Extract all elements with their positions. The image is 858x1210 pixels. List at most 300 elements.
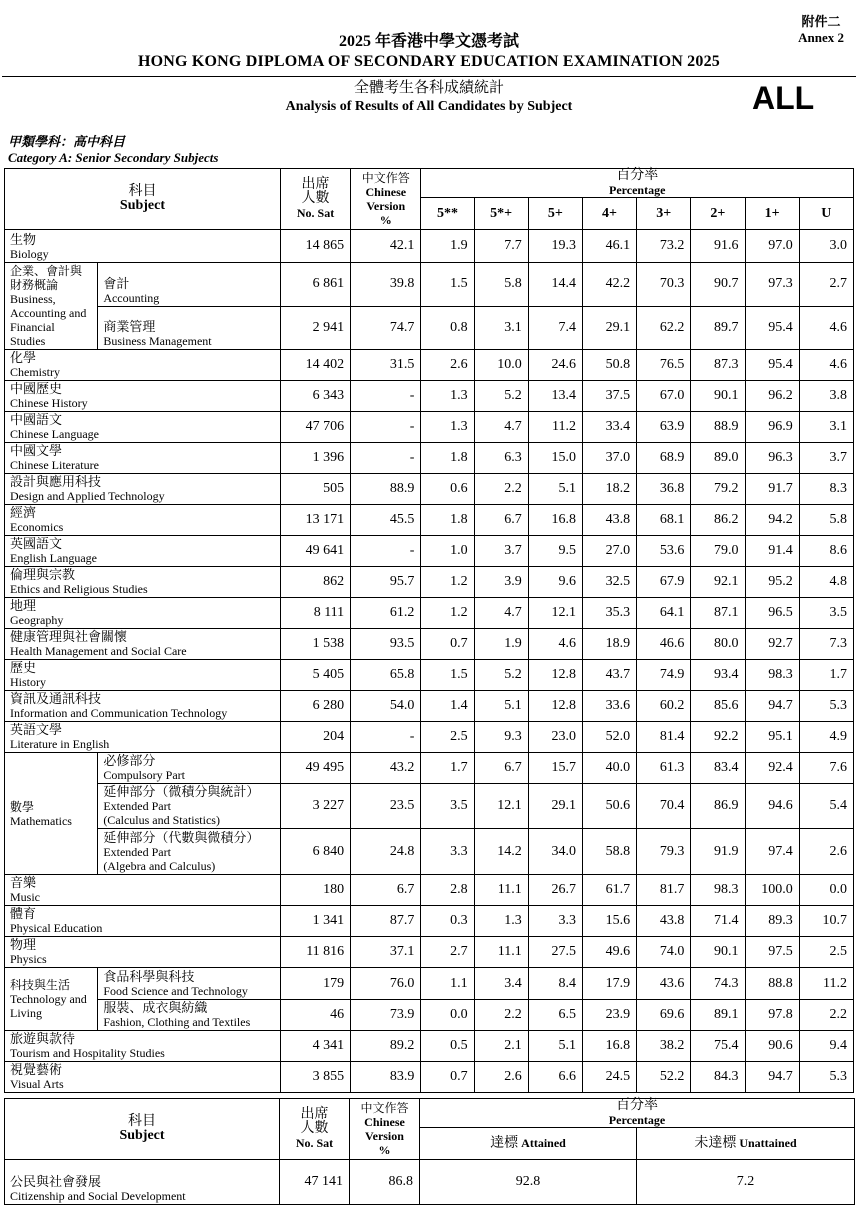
- chinese-version-cell: -: [351, 381, 421, 412]
- percentage-cell: 12.1: [474, 784, 528, 829]
- percentage-cell: 3.1: [474, 306, 528, 350]
- chinese-version-cell: 83.9: [351, 1062, 421, 1093]
- all-badge: ALL: [752, 80, 815, 116]
- subject-cell: 化學 Chemistry: [5, 350, 281, 381]
- percentage-cell: 52.2: [637, 1062, 691, 1093]
- percentage-cell: 9.5: [528, 536, 582, 567]
- percentage-cell: 0.7: [421, 629, 474, 660]
- percentage-cell: 87.3: [691, 350, 745, 381]
- nosat-cell: 1 396: [280, 443, 350, 474]
- percentage-cell: 2.5: [799, 937, 853, 968]
- percentage-cell: 27.5: [528, 937, 582, 968]
- level-header: 5**: [421, 198, 474, 230]
- percentage-cell: 4.6: [799, 306, 853, 350]
- chinese-version-cell: 89.2: [351, 1031, 421, 1062]
- percentage-cell: 23.0: [528, 722, 582, 753]
- table-row: [5, 829, 854, 875]
- nosat-cell: 5 405: [280, 660, 350, 691]
- percentage-cell: 3.0: [799, 230, 853, 263]
- nosat-cell: 47 141: [280, 1160, 350, 1205]
- percentage-cell: 2.2: [474, 1000, 528, 1031]
- level-header: U: [799, 198, 853, 230]
- percentage-cell: 81.7: [637, 875, 691, 906]
- table-row: [5, 937, 854, 968]
- percentage-cell: 79.0: [691, 536, 745, 567]
- percentage-cell: 96.5: [745, 598, 799, 629]
- percentage-cell: 5.3: [799, 691, 853, 722]
- percentage-cell: 4.6: [799, 350, 853, 381]
- subject-cell: 生物 Biology: [5, 230, 281, 263]
- percentage-cell: 94.2: [745, 505, 799, 536]
- percentage-cell: 24.6: [528, 350, 582, 381]
- nosat-cell: 14 865: [280, 230, 350, 263]
- percentage-cell: 69.6: [637, 1000, 691, 1031]
- percentage-cell: 1.0: [421, 536, 474, 567]
- chinese-version-cell: 31.5: [351, 350, 421, 381]
- percentage-cell: 9.6: [528, 567, 582, 598]
- percentage-cell: 14.4: [528, 263, 582, 307]
- percentage-cell: 2.7: [421, 937, 474, 968]
- subject-cell: 視覺藝術 Visual Arts: [5, 1062, 281, 1093]
- annex-en: Annex 2: [798, 30, 844, 45]
- nosat-cell: 6 280: [280, 691, 350, 722]
- percentage-cell: 15.6: [582, 906, 636, 937]
- percentage-cell: 90.6: [745, 1031, 799, 1062]
- table-row: [5, 1160, 855, 1205]
- percentage-cell: 12.8: [528, 660, 582, 691]
- table-row: [5, 443, 854, 474]
- nosat-cell: 3 855: [280, 1062, 350, 1093]
- chinese-version-cell: 61.2: [351, 598, 421, 629]
- percentage-cell: 81.4: [637, 722, 691, 753]
- percentage-cell: 10.0: [474, 350, 528, 381]
- percentage-cell: 87.1: [691, 598, 745, 629]
- title-zh: 2025 年香港中學文憑考試: [338, 33, 519, 50]
- table-row: [5, 536, 854, 567]
- percentage-cell: 3.1: [799, 412, 853, 443]
- nosat-cell: 6 343: [280, 381, 350, 412]
- percentage-cell: 1.5: [421, 660, 474, 691]
- percentage-cell: 6.5: [528, 1000, 582, 1031]
- subject-group-cell: 數學 Mathematics: [5, 753, 98, 875]
- nosat-cell: 46: [280, 1000, 350, 1031]
- level-header: 5+: [528, 198, 582, 230]
- nosat-cell: 6 861: [280, 263, 350, 307]
- table-row: [5, 629, 854, 660]
- percentage-cell: 5.1: [474, 691, 528, 722]
- nosat-cell: 2 941: [280, 306, 350, 350]
- nosat-cell: 8 111: [280, 598, 350, 629]
- nosat-cell: 6 840: [280, 829, 350, 875]
- percentage-cell: 2.1: [474, 1031, 528, 1062]
- chinese-version-cell: 87.7: [351, 906, 421, 937]
- percentage-cell: 0.7: [421, 1062, 474, 1093]
- percentage-cell: 4.8: [799, 567, 853, 598]
- percentage-cell: 97.4: [745, 829, 799, 875]
- title-en: HONG KONG DIPLOMA OF SECONDARY EDUCATION EXAMINATION 2025: [138, 53, 720, 70]
- percentage-cell: 5.3: [799, 1062, 853, 1093]
- level-header: 4+: [582, 198, 636, 230]
- attained-header: 達標 Attained: [420, 1128, 637, 1160]
- percentage-cell: 6.3: [474, 443, 528, 474]
- nosat-cell: 1 538: [280, 629, 350, 660]
- percentage-cell: 1.3: [474, 906, 528, 937]
- percentage-cell: 61.3: [637, 753, 691, 784]
- subtitle-zh: 全體考生各科成績統計: [353, 80, 504, 96]
- percentage-cell: 0.0: [421, 1000, 474, 1031]
- percentage-cell: 12.8: [528, 691, 582, 722]
- percentage-cell: 35.3: [582, 598, 636, 629]
- table-row: [5, 1031, 854, 1062]
- nosat-cell: 505: [280, 474, 350, 505]
- chinese-version-cell: 54.0: [351, 691, 421, 722]
- table-row: [5, 381, 854, 412]
- percentage-cell: 95.4: [745, 306, 799, 350]
- subtitle-en: Analysis of Results of All Candidates by Subject: [285, 99, 573, 114]
- percentage-cell: 23.9: [582, 1000, 636, 1031]
- percentage-cell: 10.7: [799, 906, 853, 937]
- percentage-cell: 3.7: [474, 536, 528, 567]
- percentage-cell: 50.6: [582, 784, 636, 829]
- percentage-cell: 7.3: [799, 629, 853, 660]
- nosat-cell: 11 816: [280, 937, 350, 968]
- percentage-cell: 26.7: [528, 875, 582, 906]
- percentage-cell: 63.9: [637, 412, 691, 443]
- percentage-cell: 90.1: [691, 381, 745, 412]
- t2-nosat-header: 出席 人數 No. Sat: [280, 1099, 350, 1160]
- percentage-cell: 7.4: [528, 306, 582, 350]
- chinese-version-cell: 76.0: [351, 968, 421, 1000]
- percentage-cell: 1.1: [421, 968, 474, 1000]
- subject-cell: 商業管理 Business Management: [98, 306, 281, 350]
- percentage-cell: 5.2: [474, 381, 528, 412]
- percentage-cell: 68.1: [637, 505, 691, 536]
- nosat-cell: 180: [280, 875, 350, 906]
- percentage-cell: 96.9: [745, 412, 799, 443]
- nosat-cell: 4 341: [280, 1031, 350, 1062]
- percentage-cell: 52.0: [582, 722, 636, 753]
- percentage-cell: 46.1: [582, 230, 636, 263]
- percentage-cell: 75.4: [691, 1031, 745, 1062]
- percentage-cell: 2.8: [421, 875, 474, 906]
- nosat-cell: 49 641: [280, 536, 350, 567]
- percentage-cell: 1.9: [421, 230, 474, 263]
- percentage-cell: 96.3: [745, 443, 799, 474]
- subject-cell: 音樂 Music: [5, 875, 281, 906]
- percentage-cell: 3.7: [799, 443, 853, 474]
- percentage-cell: 9.4: [799, 1031, 853, 1062]
- category-zh: 甲類學科：高中科目: [8, 134, 126, 149]
- nosat-cell: 204: [280, 722, 350, 753]
- percentage-cell: 62.2: [637, 306, 691, 350]
- percentage-cell: 100.0: [745, 875, 799, 906]
- nosat-cell: 1 341: [280, 906, 350, 937]
- table-row: [5, 306, 854, 350]
- percentage-cell: 70.4: [637, 784, 691, 829]
- table-row: [5, 968, 854, 1000]
- percentage-cell: 4.6: [528, 629, 582, 660]
- subject-cell: 資訊及通訊科技 Information and Communication Technology: [5, 691, 281, 722]
- table-row: [5, 350, 854, 381]
- percentage-cell: 38.2: [637, 1031, 691, 1062]
- percentage-cell: 1.8: [421, 505, 474, 536]
- percentage-cell: 15.0: [528, 443, 582, 474]
- percentage-cell: 94.7: [745, 691, 799, 722]
- percentage-cell: 86.9: [691, 784, 745, 829]
- percentage-cell: 0.0: [799, 875, 853, 906]
- percentage-cell: 2.5: [421, 722, 474, 753]
- percentage-cell: 92.2: [691, 722, 745, 753]
- percentage-cell: 89.3: [745, 906, 799, 937]
- percentage-cell: 68.9: [637, 443, 691, 474]
- table-row: [5, 567, 854, 598]
- percentage-cell: 94.7: [745, 1062, 799, 1093]
- percentage-cell: 1.4: [421, 691, 474, 722]
- percentage-cell: 50.8: [582, 350, 636, 381]
- percentage-cell: 29.1: [582, 306, 636, 350]
- chinese-version-cell: 24.8: [351, 829, 421, 875]
- percentage-cell: 73.2: [637, 230, 691, 263]
- chinese-version-cell: 65.8: [351, 660, 421, 691]
- subject-cell: 英國語文 English Language: [5, 536, 281, 567]
- percentage-cell: 95.1: [745, 722, 799, 753]
- percentage-cell: 97.0: [745, 230, 799, 263]
- percentage-cell: 0.5: [421, 1031, 474, 1062]
- percentage-cell: 46.6: [637, 629, 691, 660]
- percentage-cell: 16.8: [582, 1031, 636, 1062]
- percentage-cell: 24.5: [582, 1062, 636, 1093]
- percentage-cell: 7.6: [799, 753, 853, 784]
- chinese-version-cell: 95.7: [351, 567, 421, 598]
- percentage-cell: 8.4: [528, 968, 582, 1000]
- annex-zh: 附件二: [801, 14, 841, 29]
- table-row: [5, 505, 854, 536]
- percentage-cell: 89.1: [691, 1000, 745, 1031]
- chinese-version-cell: -: [351, 412, 421, 443]
- percentage-cell: 37.5: [582, 381, 636, 412]
- percentage-cell: 6.7: [474, 753, 528, 784]
- percentage-cell: 70.3: [637, 263, 691, 307]
- table-row: [5, 875, 854, 906]
- table-row: [5, 784, 854, 829]
- nosat-cell: 49 495: [280, 753, 350, 784]
- nosat-cell: 13 171: [280, 505, 350, 536]
- chinese-version-cell: 88.9: [351, 474, 421, 505]
- percentage-cell: 15.7: [528, 753, 582, 784]
- percentage-cell: 1.2: [421, 567, 474, 598]
- percentage-cell: 3.4: [474, 968, 528, 1000]
- percentage-cell: 29.1: [528, 784, 582, 829]
- subject-cell: 公民與社會發展 Citizenship and Social Development: [5, 1160, 280, 1205]
- table-row: [5, 1000, 854, 1031]
- percentage-cell: 79.2: [691, 474, 745, 505]
- unattained-cell: 7.2: [637, 1160, 855, 1205]
- percentage-cell: 43.8: [637, 906, 691, 937]
- percentage-cell: 2.6: [421, 350, 474, 381]
- percentage-cell: 86.2: [691, 505, 745, 536]
- percentage-cell: 74.9: [637, 660, 691, 691]
- percentage-cell: 5.8: [799, 505, 853, 536]
- subject-cell: 會計 Accounting: [98, 263, 281, 307]
- percentage-cell: 3.5: [799, 598, 853, 629]
- percentage-cell: 90.7: [691, 263, 745, 307]
- percentage-cell: 91.9: [691, 829, 745, 875]
- subject-cell: 延伸部分（微積分與統計） Extended Part (Calculus and Statistics): [98, 784, 281, 829]
- percentage-cell: 9.3: [474, 722, 528, 753]
- t2-chinese-version-header: 中文作答 Chinese Version %: [350, 1099, 420, 1160]
- subject-cell: 歷史 History: [5, 660, 281, 691]
- percentage-cell: 6.6: [528, 1062, 582, 1093]
- percentage-cell: 67.9: [637, 567, 691, 598]
- percentage-cell: 5.1: [528, 1031, 582, 1062]
- percentage-cell: 67.0: [637, 381, 691, 412]
- percentage-cell: 37.0: [582, 443, 636, 474]
- percentage-cell: 53.6: [637, 536, 691, 567]
- table-row: [5, 263, 854, 307]
- subject-cell: 設計與應用科技 Design and Applied Technology: [5, 474, 281, 505]
- percentage-cell: 84.3: [691, 1062, 745, 1093]
- percentage-cell: 7.7: [474, 230, 528, 263]
- percentage-cell: 42.2: [582, 263, 636, 307]
- table-row: [5, 412, 854, 443]
- nosat-cell: 179: [280, 968, 350, 1000]
- percentage-cell: 74.3: [691, 968, 745, 1000]
- chinese-version-cell: 23.5: [351, 784, 421, 829]
- percentage-cell: 92.4: [745, 753, 799, 784]
- percentage-cell: 96.2: [745, 381, 799, 412]
- chinese-version-cell: -: [351, 722, 421, 753]
- percentage-cell: 3.8: [799, 381, 853, 412]
- level-header: 5*+: [474, 198, 528, 230]
- nosat-cell: 3 227: [280, 784, 350, 829]
- subject-cell: 食品科學與科技 Food Science and Technology: [98, 968, 281, 1000]
- nosat-cell: 47 706: [280, 412, 350, 443]
- percentage-cell: 5.2: [474, 660, 528, 691]
- percentage-cell: 27.0: [582, 536, 636, 567]
- percentage-cell: 11.2: [528, 412, 582, 443]
- percentage-cell: 19.3: [528, 230, 582, 263]
- percentage-cell: 2.7: [799, 263, 853, 307]
- percentage-cell: 1.9: [474, 629, 528, 660]
- table-row: [5, 230, 854, 263]
- percentage-cell: 90.1: [691, 937, 745, 968]
- percentage-cell: 5.8: [474, 263, 528, 307]
- percentage-cell: 16.8: [528, 505, 582, 536]
- percentage-cell: 2.2: [799, 1000, 853, 1031]
- chinese-version-cell: 93.5: [351, 629, 421, 660]
- percentage-cell: 3.3: [528, 906, 582, 937]
- percentage-cell: 43.6: [637, 968, 691, 1000]
- subject-cell: 物理 Physics: [5, 937, 281, 968]
- percentage-cell: 13.4: [528, 381, 582, 412]
- percentage-cell: 34.0: [528, 829, 582, 875]
- percentage-cell: 14.2: [474, 829, 528, 875]
- percentage-cell: 12.1: [528, 598, 582, 629]
- t2-percentage-header: 百分率 Percentage: [420, 1099, 855, 1128]
- chinese-version-cell: 6.7: [351, 875, 421, 906]
- percentage-cell: 1.5: [421, 263, 474, 307]
- percentage-cell: 3.9: [474, 567, 528, 598]
- percentage-cell: 88.9: [691, 412, 745, 443]
- percentage-cell: 1.8: [421, 443, 474, 474]
- percentage-cell: 32.5: [582, 567, 636, 598]
- percentage-cell: 1.3: [421, 381, 474, 412]
- level-header: 3+: [637, 198, 691, 230]
- percentage-cell: 43.7: [582, 660, 636, 691]
- chinese-version-cell: 39.8: [351, 263, 421, 307]
- table-row: [5, 906, 854, 937]
- percentage-cell: 60.2: [637, 691, 691, 722]
- percentage-cell: 97.3: [745, 263, 799, 307]
- percentage-cell: 11.2: [799, 968, 853, 1000]
- percentage-cell: 92.7: [745, 629, 799, 660]
- page-subtitle: [0, 78, 858, 116]
- percentage-cell: 98.3: [745, 660, 799, 691]
- attained-cell: 92.8: [420, 1160, 637, 1205]
- percentage-cell: 17.9: [582, 968, 636, 1000]
- percentage-cell: 1.3: [421, 412, 474, 443]
- chinese-version-header: 中文作答 Chinese Version %: [351, 169, 421, 230]
- percentage-cell: 0.3: [421, 906, 474, 937]
- percentage-cell: 61.7: [582, 875, 636, 906]
- percentage-cell: 79.3: [637, 829, 691, 875]
- subject-group-cell: 科技與生活 Technology and Living: [5, 968, 98, 1031]
- percentage-cell: 74.0: [637, 937, 691, 968]
- unattained-header: 未達標 Unattained: [637, 1128, 855, 1160]
- percentage-cell: 64.1: [637, 598, 691, 629]
- header-rule: [2, 76, 856, 77]
- percentage-cell: 4.7: [474, 598, 528, 629]
- percentage-cell: 85.6: [691, 691, 745, 722]
- percentage-cell: 95.4: [745, 350, 799, 381]
- category-heading: [8, 134, 218, 166]
- percentage-header: 百分率 Percentage: [421, 169, 854, 198]
- table-row: [5, 1062, 854, 1093]
- percentage-cell: 11.1: [474, 875, 528, 906]
- percentage-cell: 33.4: [582, 412, 636, 443]
- percentage-cell: 71.4: [691, 906, 745, 937]
- percentage-cell: 94.6: [745, 784, 799, 829]
- chinese-version-cell: 42.1: [351, 230, 421, 263]
- subject-cell: 延伸部分（代數與微積分） Extended Part (Algebra and Calculus): [98, 829, 281, 875]
- csd-table: [4, 1098, 855, 1205]
- table-row: [5, 598, 854, 629]
- percentage-cell: 33.6: [582, 691, 636, 722]
- subject-cell: 服裝、成衣與紡織 Fashion, Clothing and Textiles: [98, 1000, 281, 1031]
- chinese-version-cell: 37.1: [351, 937, 421, 968]
- percentage-cell: 11.1: [474, 937, 528, 968]
- percentage-cell: 0.6: [421, 474, 474, 505]
- subject-cell: 中國文學 Chinese Literature: [5, 443, 281, 474]
- percentage-cell: 80.0: [691, 629, 745, 660]
- subject-cell: 地理 Geography: [5, 598, 281, 629]
- percentage-cell: 2.6: [474, 1062, 528, 1093]
- percentage-cell: 18.2: [582, 474, 636, 505]
- percentage-cell: 5.1: [528, 474, 582, 505]
- percentage-cell: 89.0: [691, 443, 745, 474]
- percentage-cell: 98.3: [691, 875, 745, 906]
- level-header: 2+: [691, 198, 745, 230]
- subject-cell: 中國歷史 Chinese History: [5, 381, 281, 412]
- chinese-version-cell: -: [351, 443, 421, 474]
- subject-group-cell: 企業、會計與財務概論 Business, Accounting and Financial Studies: [5, 263, 98, 350]
- percentage-cell: 6.7: [474, 505, 528, 536]
- subject-cell: 倫理與宗教 Ethics and Religious Studies: [5, 567, 281, 598]
- subject-cell: 必修部分 Compulsory Part: [98, 753, 281, 784]
- percentage-cell: 1.2: [421, 598, 474, 629]
- level-header: 1+: [745, 198, 799, 230]
- percentage-cell: 92.1: [691, 567, 745, 598]
